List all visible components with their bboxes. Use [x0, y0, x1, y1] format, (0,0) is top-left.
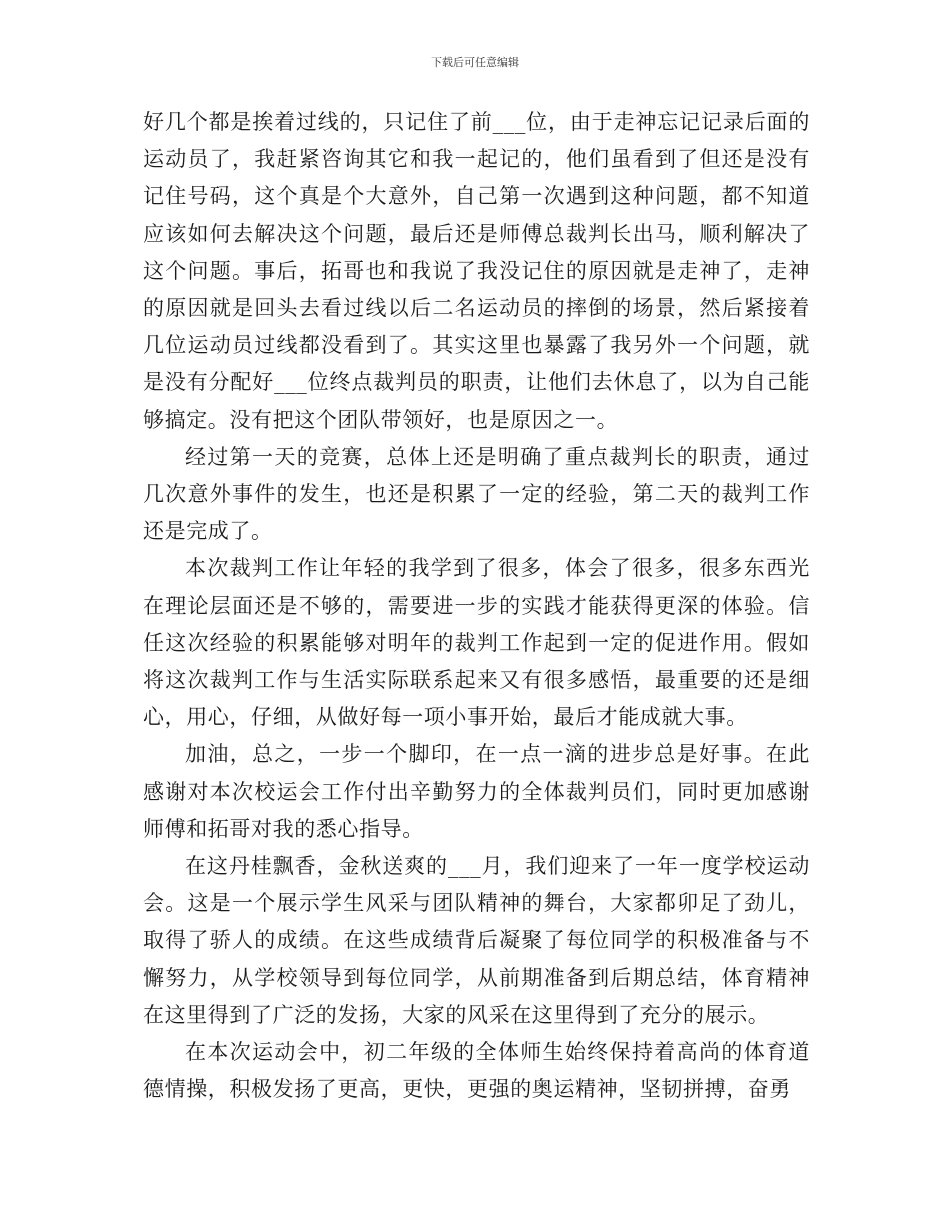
page-header: 下载后可任意编辑	[431, 56, 519, 69]
document-body	[143, 104, 810, 1108]
paragraph-3: 本次裁判工作让年轻的我学到了很多，体会了很多，很多东西光在理论层面还是不够的，需要进一步的实践才能获得更深的体验。信任这次经验的积累能够对明年的裁判工作起到一定的促进作用。假如将这次裁判工作与生活实际联系起来又有很多感悟，最重要的还是细心，用心，仔细，从做好每一项小事开始，最后才能成就大事。	[143, 556, 810, 730]
paragraph-6: 在本次运动会中，初二年级的全体师生始终保持着高尚的体育道德情操，积极发扬了更高，更快，更强的奥运精神，坚韧拼搏，奋勇	[143, 1040, 810, 1102]
paragraph-4: 加油，总之，一步一个脚印，在一点一滴的进步总是好事。在此感谢对本次校运会工作付出辛勤努力的全体裁判员们，同时更加感谢师傅和拓哥对我的悉心指导。	[143, 742, 810, 841]
paragraph-1: 好几个都是挨着过线的，只记住了前___位，由于走神忘记记录后面的运动员了，我赶紧咨询其它和我一起记的，他们虽看到了但还是没有记住号码，这个真是个大意外，自己第一次遇到这种问题，都不知道应该如何去解决这个问题，最后还是师傅总裁判长出马，顺利解决了这个问题。事后，拓哥也和我说了我没记住的原因就是走神了，走神的原因就是回头去看过线以后二名运动员的摔倒的场景，然后紧接着几位运动员过线都没看到了。其实这里也暴露了我另外一个问题，就是没有分配好___位终点裁判员的职责，让他们去休息了，以为自己能够搞定。没有把这个团队带领好，也是原因之一。	[143, 110, 810, 432]
paragraph-2: 经过第一天的竞赛，总体上还是明确了重点裁判长的职责，通过几次意外事件的发生，也还是积累了一定的经验，第二天的裁判工作还是完成了。	[143, 444, 810, 544]
paragraph-5: 在这丹桂飘香，金秋送爽的___月，我们迎来了一年一度学校运动会。这是一个展示学生风采与团队精神的舞台，大家都卯足了劲儿，取得了骄人的成绩。在这些成绩背后凝聚了每位同学的积极准备与不懈努力，从学校领导到每位同学，从前期准备到后期总结，体育精神在这里得到了广泛的发扬，大家的风采在这里得到了充分的展示。	[143, 854, 810, 1027]
